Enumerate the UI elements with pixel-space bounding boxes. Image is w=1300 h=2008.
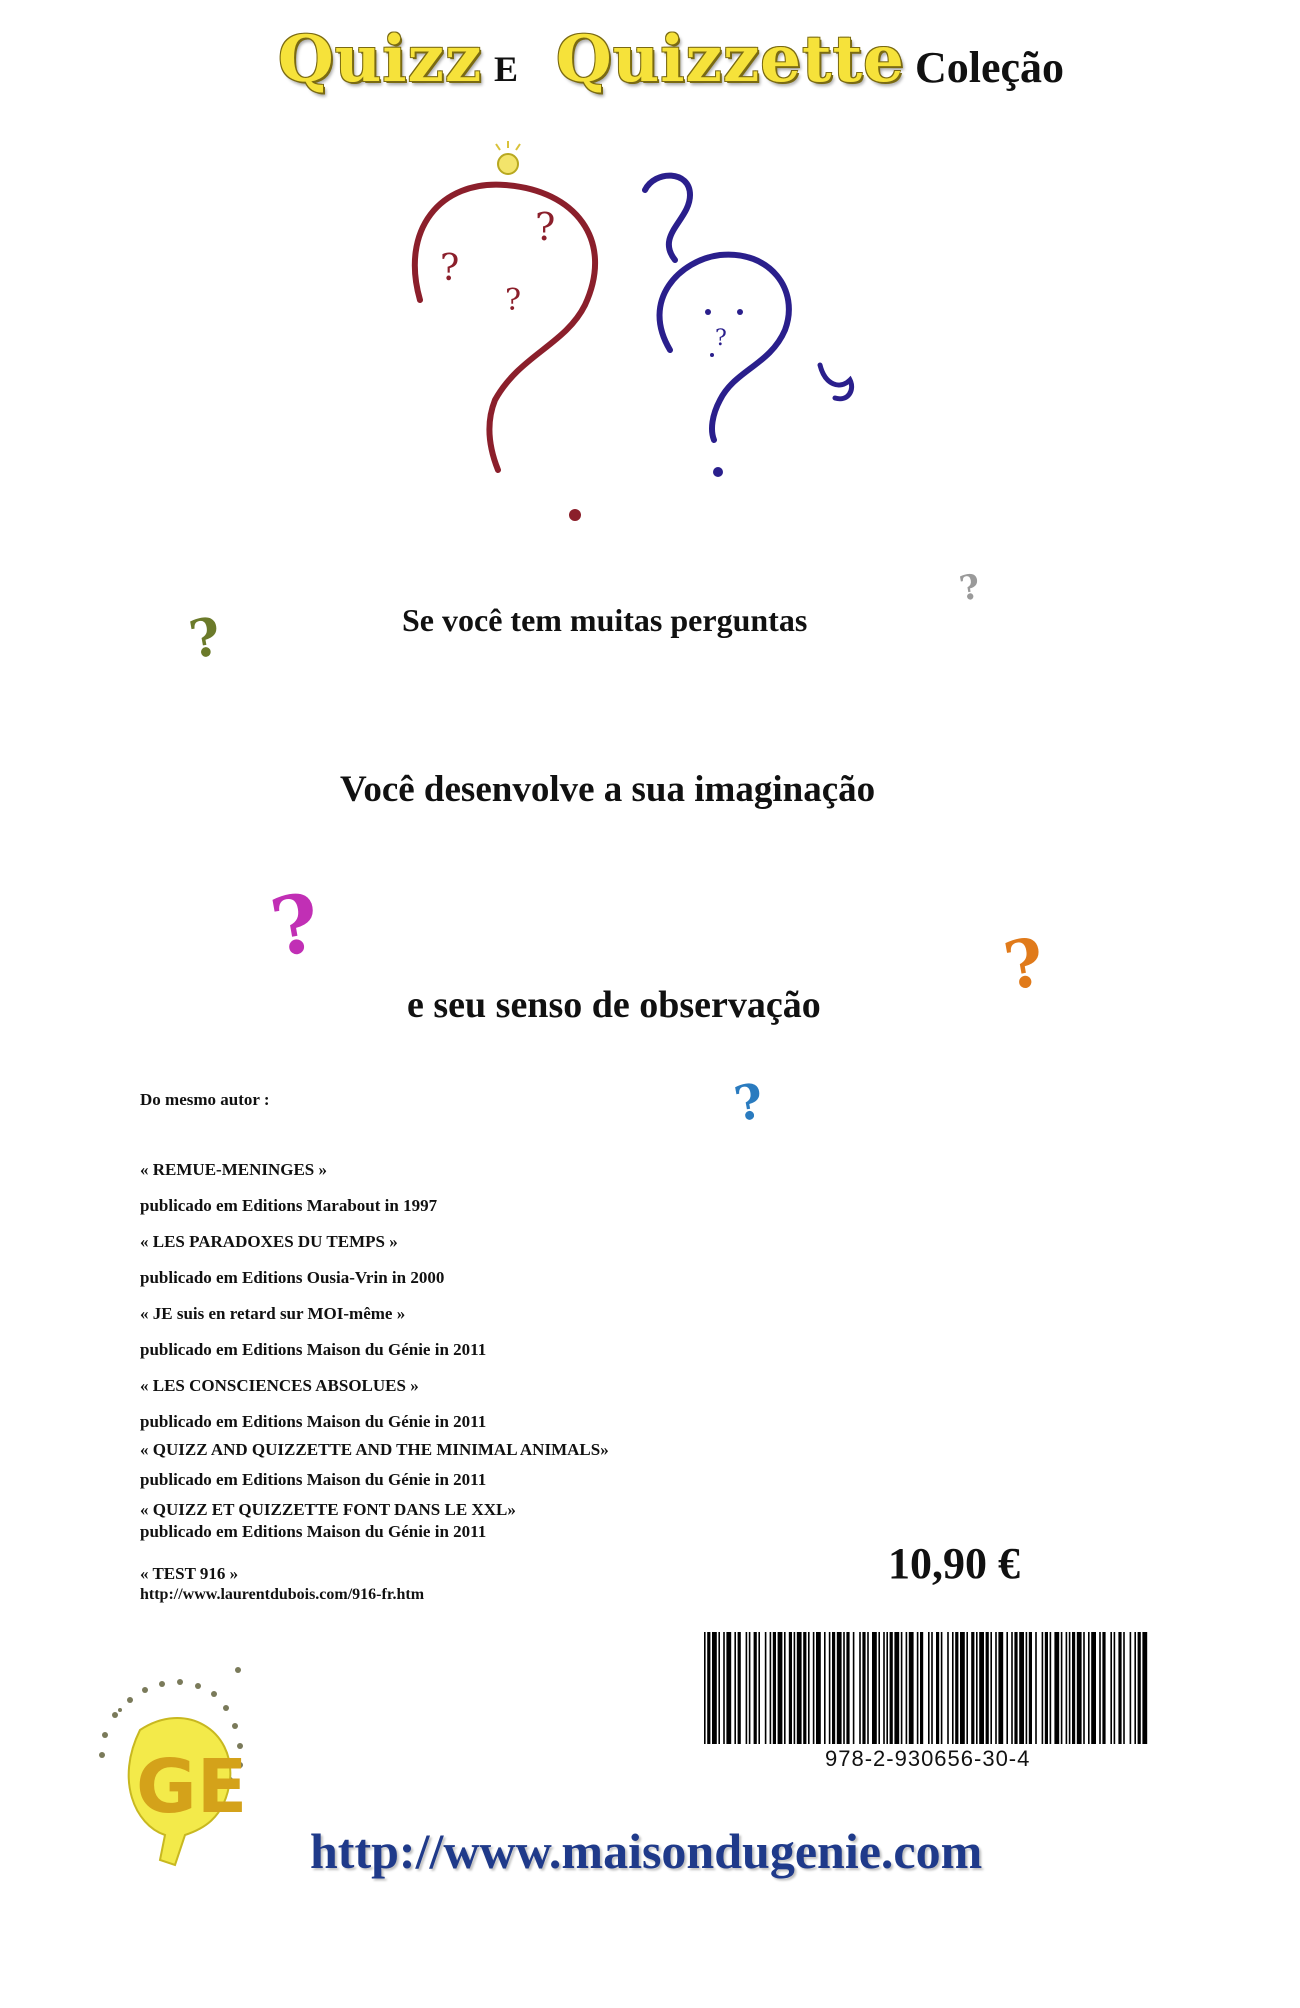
barcode-bar bbox=[971, 1632, 974, 1744]
barcode-bar bbox=[941, 1632, 943, 1744]
svg-text:?: ? bbox=[440, 248, 460, 289]
book-publication: publicado em Editions Maison du Génie in 2011 bbox=[140, 1470, 487, 1489]
barcode-bar bbox=[758, 1632, 760, 1744]
barcode-bar bbox=[738, 1632, 741, 1744]
book-title: « TEST 916 » bbox=[140, 1564, 239, 1583]
barcode-bar bbox=[1123, 1632, 1125, 1744]
barcode-bar bbox=[909, 1632, 914, 1744]
barcode-bar bbox=[931, 1632, 933, 1744]
book-title: « QUIZZ ET QUIZZETTE FONT DANS LE XXL» bbox=[140, 1500, 516, 1519]
brand-joiner: E bbox=[494, 49, 519, 89]
barcode-bar bbox=[749, 1632, 751, 1744]
barcode-bar bbox=[1006, 1632, 1008, 1744]
book-title: « JE suis en retard sur MOI-même » bbox=[140, 1304, 406, 1323]
blue-question-mark-icon: ? bbox=[730, 1072, 768, 1134]
orange-question-mark-icon: ? bbox=[998, 922, 1051, 1006]
barcode-bar bbox=[832, 1632, 835, 1744]
tagline-questions: Se você tem muitas perguntas bbox=[402, 602, 808, 638]
barcode-bar bbox=[1110, 1632, 1112, 1744]
barcode-bar bbox=[816, 1632, 821, 1744]
barcode-bar bbox=[1083, 1632, 1085, 1744]
barcode-bar bbox=[853, 1632, 855, 1744]
barcode-bar bbox=[707, 1632, 710, 1744]
barcode-bar bbox=[1069, 1632, 1071, 1744]
barcode-bar bbox=[990, 1632, 992, 1744]
barcode-bar bbox=[789, 1632, 792, 1744]
barcode-bar bbox=[1142, 1632, 1147, 1744]
barcode-bar bbox=[843, 1632, 845, 1744]
barcode-bar bbox=[906, 1632, 908, 1744]
barcode-bar bbox=[1042, 1632, 1044, 1744]
tagline-observation: e seu senso de observação bbox=[407, 984, 821, 1026]
book-publication: publicado em Editions Maison du Génie in 2011 bbox=[140, 1522, 487, 1541]
book-title: « REMUE-MENINGES » bbox=[140, 1160, 328, 1179]
brand-quizzette: Quizzette bbox=[556, 22, 905, 97]
barcode-bar bbox=[920, 1632, 923, 1744]
barcode-bar bbox=[986, 1632, 989, 1744]
magenta-question-mark-icon: ? bbox=[264, 874, 327, 976]
svg-text:?: ? bbox=[535, 205, 556, 249]
barcode-bar bbox=[1091, 1632, 1096, 1744]
barcode-bar bbox=[1118, 1632, 1121, 1744]
barcode-bar bbox=[765, 1632, 767, 1744]
barcode-bar bbox=[1045, 1632, 1048, 1744]
barcode bbox=[700, 1632, 1150, 1782]
barcode-bar bbox=[894, 1632, 899, 1744]
publisher-website-link[interactable]: http://www.maisondugenie.com bbox=[310, 1823, 983, 1879]
barcode-bar bbox=[837, 1632, 842, 1744]
barcode-bar bbox=[936, 1632, 939, 1744]
book-publication: publicado em Editions Maison du Génie in 2011 bbox=[140, 1412, 487, 1431]
barcode-bar bbox=[813, 1632, 815, 1744]
barcode-bar bbox=[947, 1632, 949, 1744]
barcode-bar bbox=[797, 1632, 802, 1744]
barcode-bar bbox=[1138, 1632, 1141, 1744]
barcode-bar bbox=[808, 1632, 810, 1744]
barcode-bar bbox=[960, 1632, 965, 1744]
question-mark-characters-illustration bbox=[400, 140, 880, 540]
book-link[interactable]: http://www.laurentdubois.com/916-fr.htm bbox=[140, 1586, 425, 1603]
barcode-bar bbox=[1050, 1632, 1052, 1744]
book-publication: publicado em Editions Maison du Génie in 2011 bbox=[140, 1340, 487, 1359]
book-publication: publicado em Editions Marabout in 1997 bbox=[140, 1196, 438, 1215]
barcode-bar bbox=[901, 1632, 903, 1744]
barcode-bar bbox=[1088, 1632, 1090, 1744]
barcode-bar bbox=[928, 1632, 930, 1744]
barcode-bar bbox=[1019, 1632, 1024, 1744]
barcode-bar bbox=[1061, 1632, 1063, 1744]
book-title: « LES PARADOXES DU TEMPS » bbox=[140, 1232, 398, 1251]
other-works-heading: Do mesmo autor : bbox=[140, 1090, 270, 1109]
barcode-bar bbox=[704, 1632, 706, 1744]
barcode-bar bbox=[770, 1632, 772, 1744]
barcode-bar bbox=[878, 1632, 880, 1744]
barcode-bars bbox=[700, 1632, 1150, 1744]
barcode-bar bbox=[955, 1632, 958, 1744]
book-title: « QUIZZ AND QUIZZETTE AND THE MINIMAL ANIMALS» bbox=[140, 1440, 609, 1459]
book-publication: publicado em Editions Ousia-Vrin in 2000 bbox=[140, 1268, 445, 1287]
price-label: 10,90 € bbox=[888, 1539, 1020, 1588]
collection-label: Coleção bbox=[915, 43, 1065, 92]
barcode-bar bbox=[784, 1632, 786, 1744]
barcode-bar bbox=[824, 1632, 826, 1744]
barcode-bar bbox=[846, 1632, 849, 1744]
barcode-bar bbox=[718, 1632, 720, 1744]
brand-quizz: Quizz bbox=[278, 22, 483, 97]
tagline-imagination: Você desenvolve a sua imaginação bbox=[340, 769, 876, 810]
barcode-bar bbox=[883, 1632, 885, 1744]
barcode-bar bbox=[778, 1632, 783, 1744]
barcode-bar bbox=[1029, 1632, 1032, 1744]
barcode-bar bbox=[1114, 1632, 1116, 1744]
barcode-bar bbox=[754, 1632, 757, 1744]
book-title: « LES CONSCIENCES ABSOLUES » bbox=[140, 1376, 419, 1395]
barcode-bar bbox=[1035, 1632, 1037, 1744]
barcode-bar bbox=[1102, 1632, 1105, 1744]
lightbulb-icon bbox=[496, 141, 520, 174]
svg-text:?: ? bbox=[505, 283, 522, 318]
barcode-bar bbox=[712, 1632, 717, 1744]
logo-letters: GE bbox=[136, 1744, 248, 1830]
barcode-bar bbox=[995, 1632, 997, 1744]
barcode-bar bbox=[829, 1632, 831, 1744]
barcode-bar bbox=[734, 1632, 736, 1744]
barcode-bar bbox=[1054, 1632, 1059, 1744]
barcode-bar bbox=[862, 1632, 865, 1744]
barcode-bar bbox=[917, 1632, 919, 1744]
barcode-bar bbox=[952, 1632, 954, 1744]
barcode-bar bbox=[1099, 1632, 1101, 1744]
barcode-bar bbox=[746, 1632, 748, 1744]
barcode-bar bbox=[726, 1632, 731, 1744]
barcode-bar bbox=[1077, 1632, 1082, 1744]
barcode-bar bbox=[886, 1632, 888, 1744]
barcode-bar bbox=[794, 1632, 796, 1744]
barcode-bar bbox=[867, 1632, 869, 1744]
barcode-bar bbox=[1066, 1632, 1068, 1744]
barcode-bar bbox=[979, 1632, 984, 1744]
gray-question-mark-icon: ? bbox=[956, 566, 984, 610]
barcode-bar bbox=[1026, 1632, 1028, 1744]
barcode-bar bbox=[966, 1632, 968, 1744]
green-question-mark-icon: ? bbox=[184, 605, 226, 672]
isbn-number: 978-2-930656-30-4 bbox=[825, 1746, 1031, 1771]
svg-text:?: ? bbox=[715, 326, 727, 351]
navy-question-mark-character bbox=[645, 176, 852, 477]
barcode-bar bbox=[1072, 1632, 1075, 1744]
barcode-bar bbox=[773, 1632, 776, 1744]
barcode-bar bbox=[803, 1632, 806, 1744]
red-question-mark-character bbox=[415, 185, 595, 521]
barcode-bar bbox=[1011, 1632, 1013, 1744]
barcode-bar bbox=[890, 1632, 893, 1744]
barcode-bar bbox=[998, 1632, 1003, 1744]
barcode-bar bbox=[859, 1632, 861, 1744]
barcode-bar bbox=[1014, 1632, 1017, 1744]
barcode-bar bbox=[872, 1632, 877, 1744]
barcode-bar bbox=[976, 1632, 978, 1744]
barcode-bar bbox=[1134, 1632, 1136, 1744]
barcode-bar bbox=[1130, 1632, 1132, 1744]
barcode-bar bbox=[723, 1632, 725, 1744]
publisher-logo bbox=[90, 1660, 260, 1880]
